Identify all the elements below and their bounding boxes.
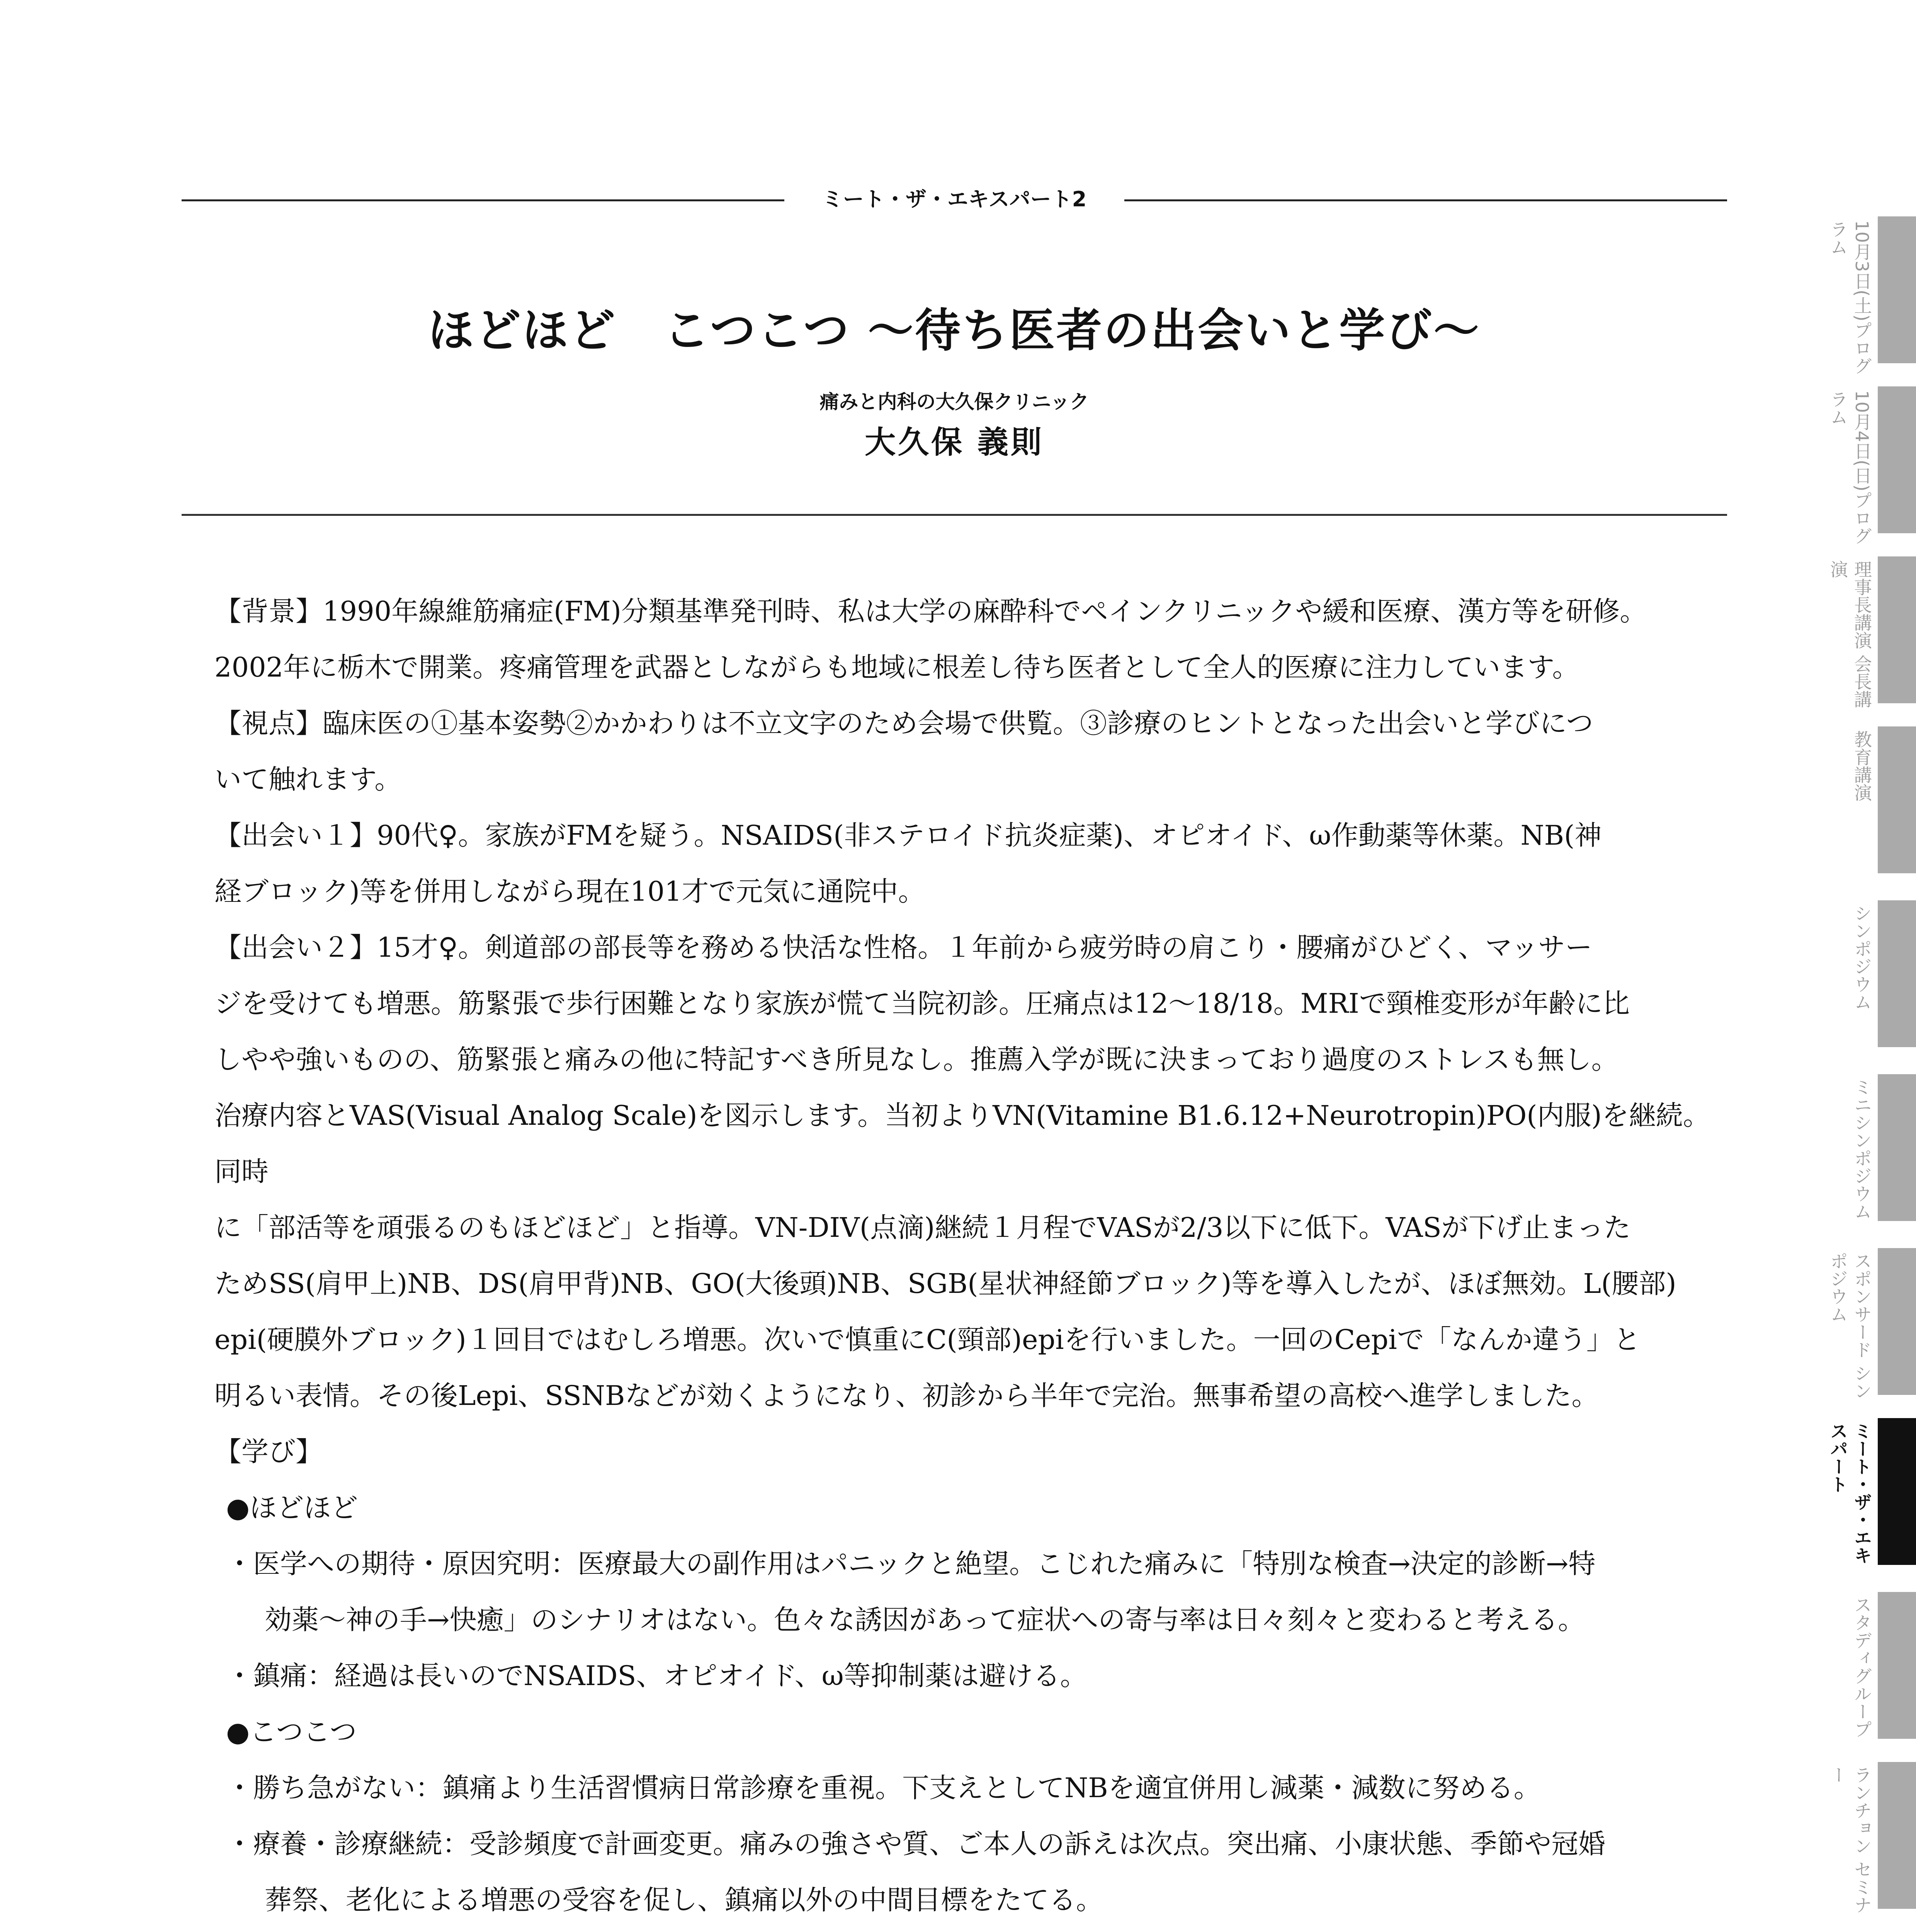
paragraph-line: 【出会い２】15才♀。剣道部の部長等を務める快活な性格。１年前から疲労時の肩こり・腰痛がひどく、マッサー <box>214 932 1593 963</box>
learn-bullet-cont: 葬祭、老化による増悪の受容を促し、鎮痛以外の中間目標をたてる。 <box>265 1884 1103 1916</box>
side-index-tab <box>1878 1592 1916 1739</box>
learn-subheading: ●こつこつ <box>226 1716 357 1748</box>
paragraph-line: 【視点】臨床医の①基本姿勢②かかわりは不立文字のため会場で供覧。③診療のヒントとなった出会いと学びにつ <box>214 707 1593 739</box>
side-index-tab <box>1878 1418 1916 1565</box>
side-index-tab <box>1878 726 1916 873</box>
side-index-label: 教育講演 <box>1851 730 1872 801</box>
side-index-label: 理事長講演 会長講演 <box>1828 560 1872 708</box>
side-index-label: スポンサード シンポジウム <box>1828 1252 1872 1400</box>
header-rule-right <box>1124 199 1727 201</box>
side-index-tab <box>1878 386 1916 533</box>
side-index-label: 10月3日(土)プログラム <box>1828 220 1872 375</box>
side-index-tab <box>1878 556 1916 703</box>
paragraph-line: 明るい表情。その後Lepi、SSNBなどが効くようになり、初診から半年で完治。無事希望の高校へ進学しました。 <box>214 1380 1599 1412</box>
article-title: ほどほど こつこつ ～待ち医者の出会いと学び～ <box>428 303 1481 357</box>
learn-bullet: ・鎮痛：経過は長いのでNSAIDS、オピオイド、ω等抑制薬は避ける。 <box>226 1660 1087 1692</box>
side-index-label: 10月4日(日)プログラム <box>1828 390 1872 545</box>
side-index-tab <box>1878 1762 1916 1909</box>
section-label: ミート・ザ・エキスパート2 <box>822 187 1087 211</box>
paragraph-line: 【背景】1990年線維筋痛症(FM)分類基準発刊時、私は大学の麻酔科でペインクリニックや緩和医療、漢方等を研修。 <box>214 595 1647 627</box>
learn-heading: 【学び】 <box>214 1436 323 1468</box>
side-index-label: スタディグループ <box>1851 1596 1872 1738</box>
paragraph-line: 治療内容とVAS(Visual Analog Scale)を図示します。当初よりVN(Vitamine B1.6.12+Neurotropin)PO(内服)を継続。同時 <box>214 1100 1710 1187</box>
side-index-tab <box>1878 1074 1916 1221</box>
section-header <box>182 188 1727 211</box>
learn-bullet: ・医学への期待・原因究明：医療最大の副作用はパニックと絶望。こじれた痛みに「特別な検査→決定的診断→特 <box>226 1548 1596 1580</box>
header-rule-left <box>182 199 784 201</box>
side-index-label: ランチョン セミナー <box>1828 1766 1872 1914</box>
learn-bullet-cont: 効薬～神の手→快癒」のシナリオはない。色々な誘因があって症状への寄与率は日々刻々と変わると考える。 <box>265 1604 1585 1636</box>
paragraph-line: 2002年に栃木で開業。疼痛管理を武器としながらも地域に根差し待ち医者として全人的医療に注力しています。 <box>214 651 1579 683</box>
paragraph-line: しやや強いものの、筋緊張と痛みの他に特記すべき所見なし。推薦入学が既に決まっており過度のストレスも無し。 <box>214 1044 1618 1075</box>
side-index-label: ミート・ザ・エキスパート <box>1828 1422 1872 1564</box>
article-body <box>214 583 1737 1932</box>
side-index-tab <box>1878 900 1916 1047</box>
paragraph-line: ためSS(肩甲上)NB、DS(肩甲背)NB、GO(大後頭)NB、SGB(星状神経節ブロック)等を導入したが、ほぼ無効。L(腰部) <box>214 1268 1676 1299</box>
side-index-tab <box>1878 216 1916 363</box>
learn-subheading: ●ほどほど <box>226 1492 358 1524</box>
learn-bullet: ・療養・診療継続：受診頻度で計画変更。痛みの強さや質、ご本人の訴えは次点。突出痛、小康状態、季節や冠婚 <box>226 1828 1605 1860</box>
paragraph-line: いて触れます。 <box>214 764 402 795</box>
side-index-label: シンポジウム <box>1851 904 1872 1011</box>
paragraph-line: に「部活等を頑張るのもほどほど」と指導。VN-DIV(点滴)継続１月程でVASが2/3以下に低下。VASが下げ止まった <box>214 1212 1631 1243</box>
paragraph-line: 経ブロック)等を併用しながら現在101才で元気に通院中。 <box>214 876 925 907</box>
learn-bullet <box>214 1928 1737 1932</box>
paragraph-line: 【出会い１】90代♀。家族がFMを疑う。NSAIDS(非ステロイド抗炎症薬)、オピオイド、ω作動薬等休薬。NB(神 <box>214 820 1602 851</box>
learn-bullet: ・勝ち急がない：鎮痛より生活習慣病日常診療を重視。下支えとしてNBを適宜併用し減薬・減数に努める。 <box>226 1772 1541 1804</box>
title-divider <box>182 514 1727 516</box>
paragraph-line: ジを受けても増悪。筋緊張で歩行困難となり家族が慌て当院初診。圧痛点は12～18/18。MRIで頸椎変形が年齢に比 <box>214 988 1630 1019</box>
paragraph-line: epi(硬膜外ブロック)１回目ではむしろ増悪。次いで慎重にC(頸部)epiを行いました。一回のCepiで「なんか違う」と <box>214 1324 1641 1355</box>
affiliation: 痛みと内科の大久保クリニック <box>819 390 1089 413</box>
side-index-tab <box>1878 1248 1916 1395</box>
author-name: 大久保 義則 <box>865 424 1044 460</box>
side-index-label: ミニシンポジウム <box>1851 1078 1872 1220</box>
